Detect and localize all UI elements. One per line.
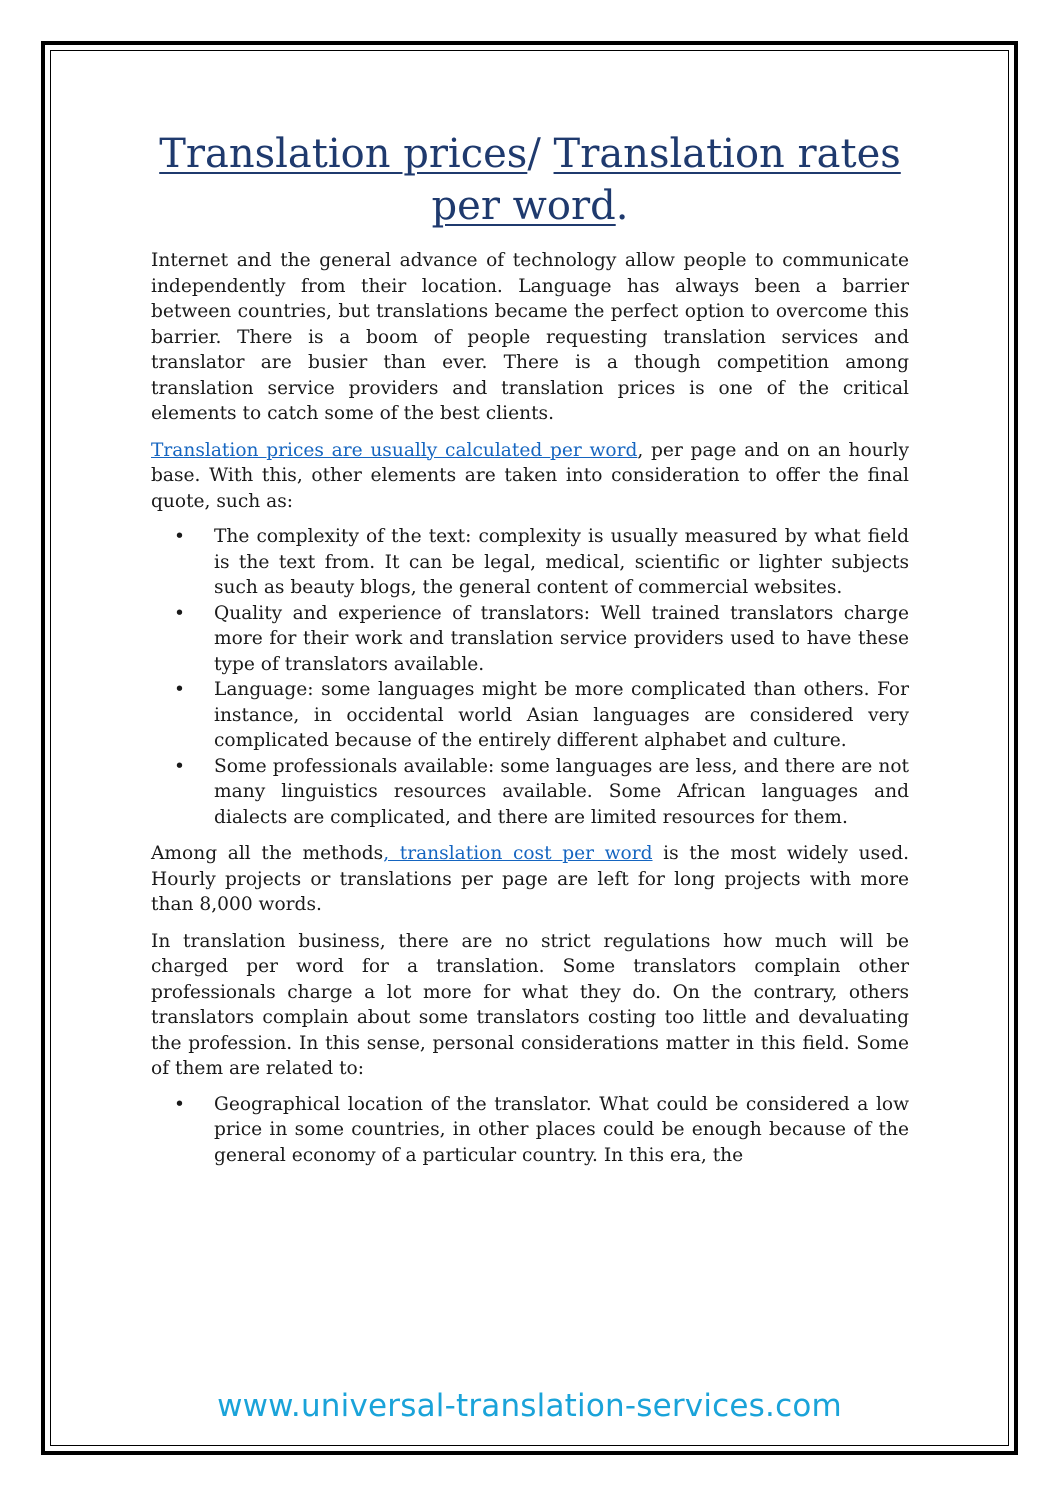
title-separator: / bbox=[527, 131, 554, 177]
paragraph-methods-start: Among all the methods bbox=[151, 843, 384, 864]
footer-url: www.universal-translation-services.com bbox=[217, 1388, 842, 1424]
link-translation-cost-per-word[interactable]: , translation cost per word bbox=[383, 843, 653, 864]
list-item-text: Geographical location of the translator. What could be considered a low price in some countries, in other places could be enough because of the general economy of a particular country. In this era, the bbox=[214, 1093, 909, 1166]
bullet-icon: • bbox=[174, 526, 185, 547]
list-item-text: Some professionals available: some languages are less, and there are not many linguistics resources available. Some African languages and dialects are complicated, and there are limited resources for them. bbox=[214, 755, 909, 828]
bullet-icon: • bbox=[174, 602, 185, 624]
list-item-text: Quality and experience of translators: Well trained translators charge more for their work and translation service providers used to have these type of translators available. bbox=[214, 602, 909, 675]
factors-list bbox=[151, 524, 909, 830]
bullet-icon: • bbox=[174, 679, 185, 700]
list-item-text: Language: some languages might be more complicated than others. For instance, in occidental world Asian languages are considered very complicated because of the entirely different alphabet and culture. bbox=[214, 679, 909, 751]
bullet-icon: • bbox=[174, 1093, 185, 1115]
paragraph-pricing-methods-text: , per page and on an hourly base. With this, other elements are taken into consideration to offer the final quote, such as: bbox=[151, 439, 909, 512]
list-item-text: The complexity of the text: complexity is usually measured by what field is the text from. It can be legal, medical, scientific or lighter subjects such as beauty blogs, the general content of commercial websites. bbox=[214, 526, 909, 598]
list-item bbox=[174, 754, 909, 831]
considerations-list bbox=[151, 1092, 909, 1169]
list-item bbox=[174, 1092, 909, 1169]
paragraph-methods bbox=[151, 841, 909, 918]
title-link-translation-prices[interactable]: Translation prices bbox=[159, 131, 528, 177]
document-body bbox=[151, 128, 909, 1179]
list-item bbox=[174, 524, 909, 601]
paragraph-methods-text: is the most widely used. Hourly projects or translations per page are left for long projects with more than 8,000 words. bbox=[151, 843, 910, 915]
paragraph-pricing-methods bbox=[151, 438, 909, 515]
link-prices-per-word[interactable]: Translation prices are usually calculated per word bbox=[151, 439, 638, 461]
title-link-translation-rates[interactable]: Translation rates per word bbox=[431, 131, 901, 229]
list-item bbox=[174, 677, 909, 754]
bullet-icon: • bbox=[174, 755, 185, 777]
title-period: . bbox=[615, 183, 629, 229]
list-item bbox=[174, 601, 909, 678]
page-title bbox=[151, 128, 909, 232]
paragraph-business: In translation business, there are no strict regulations how much will be charged per word for a translation. Some translators complain other professionals charge a lot more for what they do. On the contrary, others translators complain about some translators costing too little and devaluating the profession. In this sense, personal considerations matter in this field. Some of them are related to: bbox=[151, 930, 909, 1079]
paragraph-intro: Internet and the general advance of technology allow people to communicate independently from their location. Language has always been a barrier between countries, but translations became the perfect option to overcome this barrier. There is a boom of people requesting translation services and translator are busier than ever. There is a though competition among translation service providers and translation prices is one of the critical elements to catch some of the best clients. bbox=[151, 250, 909, 424]
